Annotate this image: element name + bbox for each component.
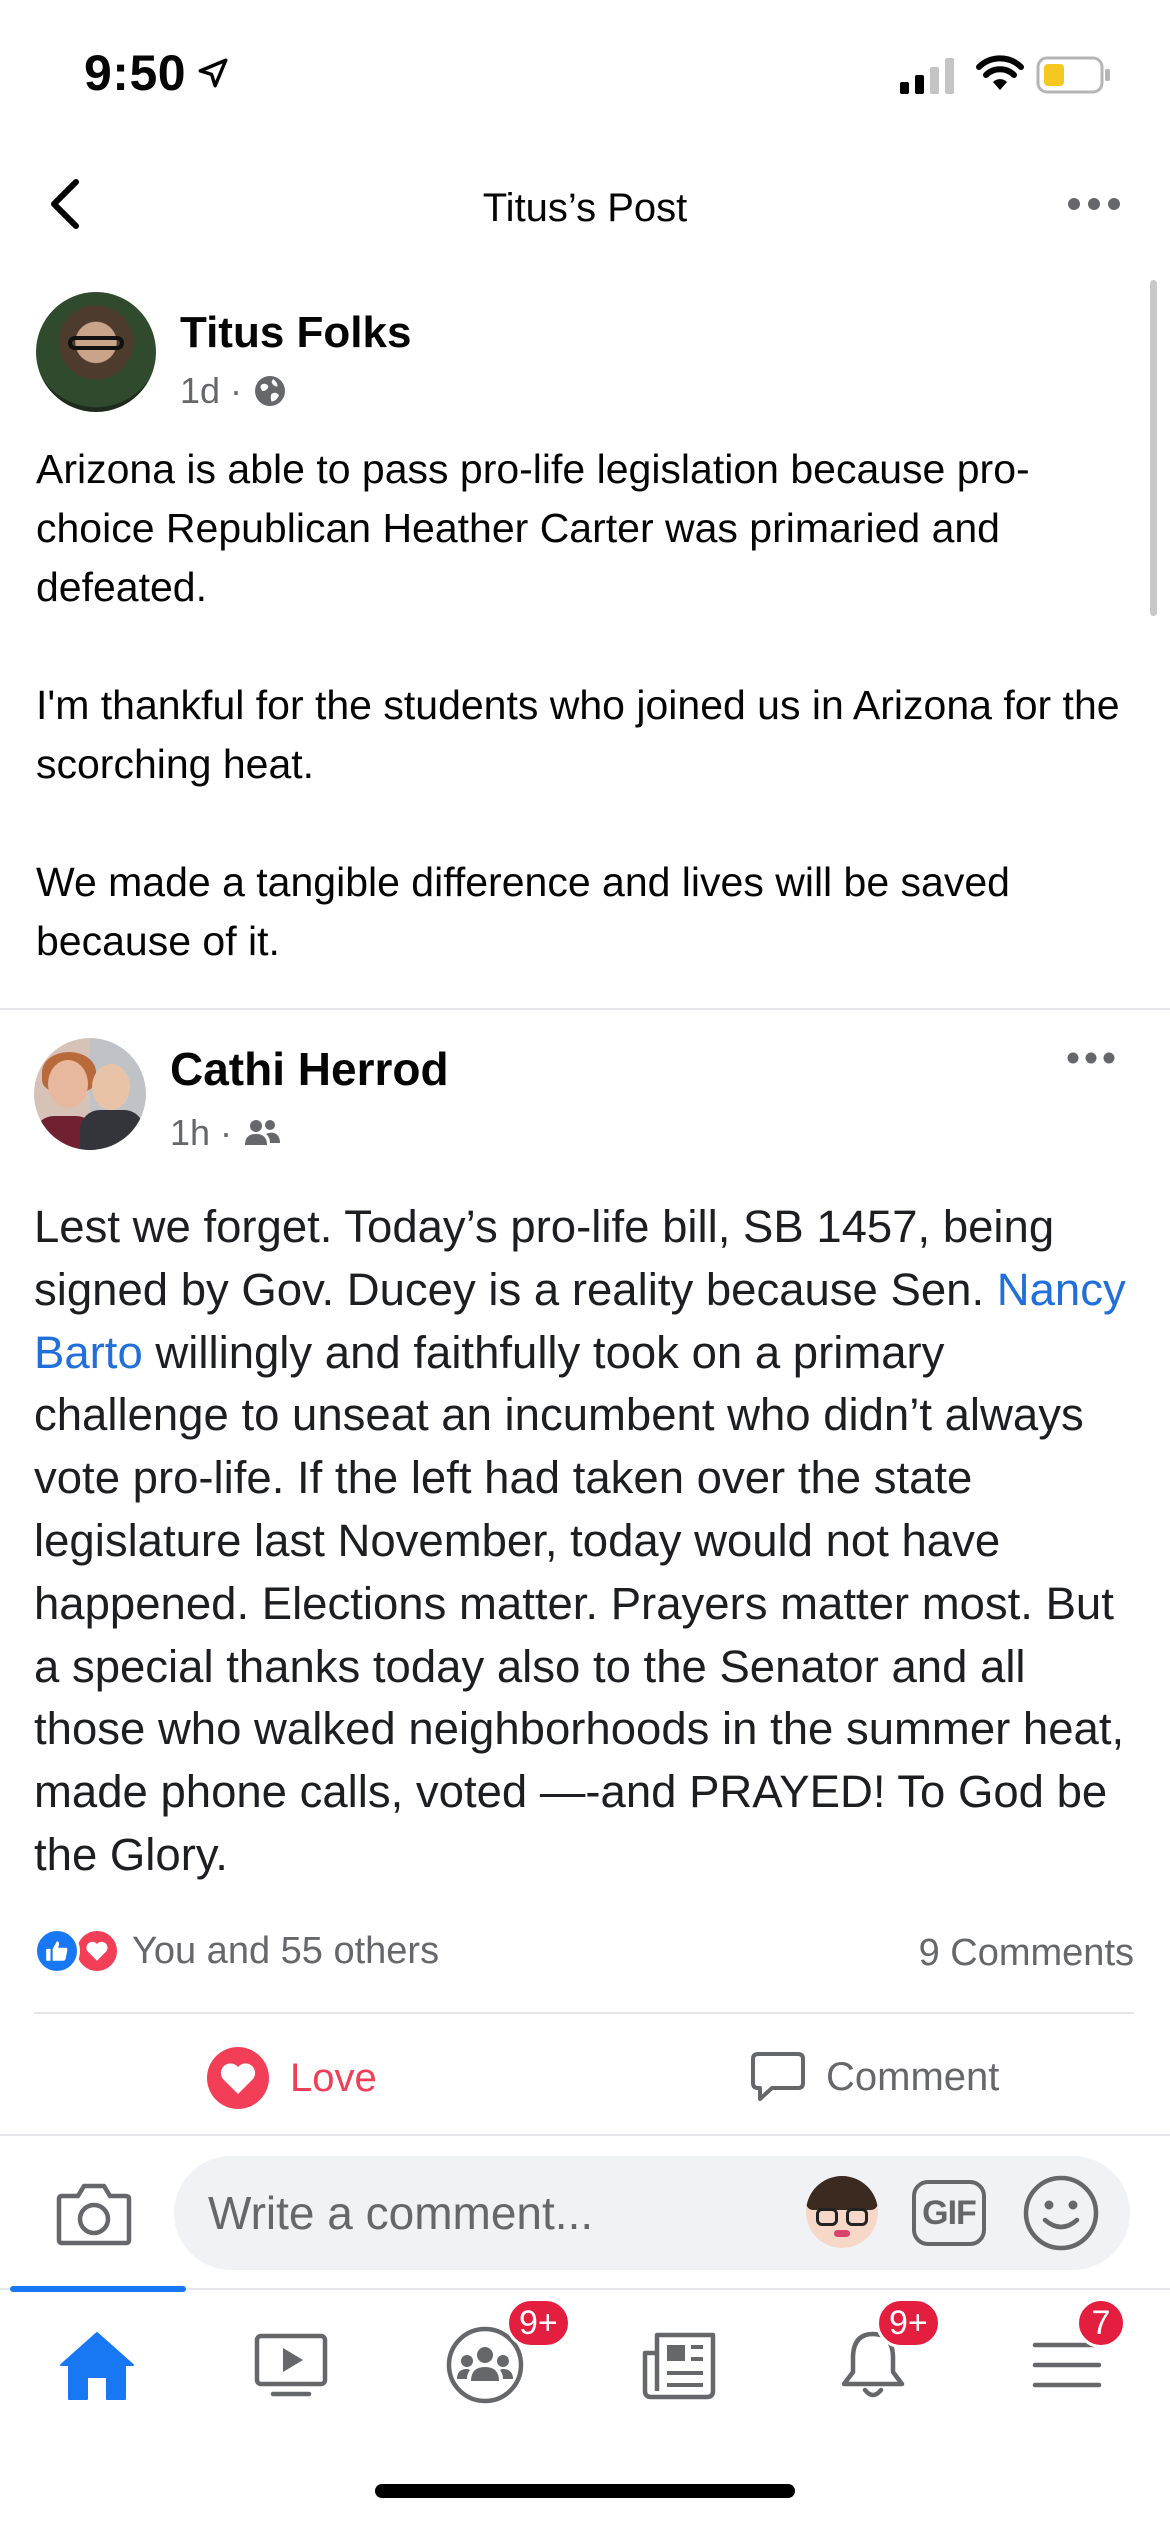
- comment-input[interactable]: [174, 2156, 1130, 2270]
- page-title: Titus’s Post: [482, 186, 688, 230]
- post-paragraph: Arizona is able to pass pro-life legislation because pro-choice Republican Heather Carter was primaried and defeated.: [36, 446, 1030, 610]
- wifi-icon: [976, 54, 1024, 92]
- tab-menu[interactable]: [1012, 2303, 1122, 2420]
- avatar-sticker-icon[interactable]: [806, 2176, 878, 2248]
- avatar-figure: [48, 1060, 88, 1108]
- video-play-icon: [253, 2330, 329, 2400]
- shared-author-avatar[interactable]: [34, 1038, 146, 1150]
- tab-home[interactable]: [42, 2310, 152, 2420]
- post-body: [36, 440, 1136, 971]
- sticker-lips: [834, 2230, 850, 2237]
- divider: [34, 2012, 1134, 2014]
- camera-icon[interactable]: [56, 2180, 132, 2246]
- home-indicator[interactable]: [375, 2484, 795, 2498]
- tab-watch[interactable]: [236, 2310, 346, 2420]
- shared-post-meta: [170, 1112, 282, 1154]
- divider: [0, 1008, 1170, 1010]
- shared-text-part: Lest we forget. Today’s pro-life bill, SB 1457, being signed by Gov. Ducey is a reality because Sen.: [34, 1201, 1055, 1315]
- tab-notifications[interactable]: [818, 2303, 928, 2420]
- scrollbar[interactable]: [1150, 280, 1157, 616]
- shared-author-name[interactable]: Cathi Herrod: [170, 1043, 449, 1095]
- love-button[interactable]: [206, 2046, 377, 2110]
- sticker-glasses: [816, 2208, 838, 2226]
- love-heart-icon: [206, 2046, 270, 2110]
- notifications-badge: 9+: [876, 2298, 941, 2348]
- post-author-name[interactable]: Titus Folks: [180, 308, 412, 357]
- reactions-count-text[interactable]: You and 55 others: [132, 1929, 440, 1972]
- menu-badge: 7: [1076, 2298, 1126, 2348]
- battery-low-icon: [1036, 56, 1112, 94]
- tagged-person-link[interactable]: Nancy Barto: [34, 1263, 1126, 1378]
- shared-post-time[interactable]: 1h: [170, 1112, 211, 1153]
- location-arrow-icon: [196, 56, 230, 90]
- post-paragraph: I'm thankful for the students who joined us in Arizona for the scorching heat.: [36, 682, 1120, 787]
- avatar-figure: [92, 1064, 130, 1110]
- post-time[interactable]: 1d: [180, 370, 221, 411]
- more-options-icon[interactable]: [1066, 196, 1122, 212]
- shared-post-more-icon[interactable]: [1066, 1050, 1116, 1066]
- globe-icon: [252, 373, 288, 409]
- author-avatar[interactable]: [36, 292, 156, 412]
- avatar-figure: [80, 1110, 144, 1150]
- shared-text-part: willingly and faithfully took on a primary challenge to unseat an incumbent who didn’t always vote pro-life. If the left had taken over the state legislature last November, today would not have happened. Elections matter. Prayers matter most. But a special thanks today also to the Senator and all those who walked neighborhoods in the summer heat, made phone calls, voted —-and PRAYED! To God be the Glory.: [34, 1326, 1125, 1880]
- tab-news[interactable]: [624, 2310, 734, 2420]
- cellular-signal-icon: [900, 58, 956, 94]
- sticker-hair: [806, 2176, 878, 2210]
- news-feed-icon: [641, 2329, 717, 2401]
- meta-dot: ·: [230, 370, 243, 411]
- love-reaction-icon: [74, 1928, 120, 1974]
- shared-post-body: [34, 1196, 1144, 1887]
- avatar-glasses: [68, 336, 124, 350]
- comments-count[interactable]: 9 Comments: [918, 1932, 1134, 1974]
- friends-icon: [242, 1117, 282, 1149]
- tab-groups[interactable]: [430, 2303, 558, 2420]
- comment-bubble-icon: [750, 2050, 806, 2104]
- divider: [0, 2134, 1170, 2136]
- love-button-label: Love: [290, 2055, 377, 2100]
- status-time: 9:50: [84, 45, 187, 101]
- reactions-summary[interactable]: [34, 1928, 439, 1974]
- groups-badge: 9+: [506, 2298, 571, 2348]
- gif-button[interactable]: GIF: [912, 2180, 986, 2246]
- comment-button-label: Comment: [826, 2054, 1000, 2099]
- post-paragraph: We made a tangible difference and lives will be saved because of it.: [36, 859, 1010, 964]
- comment-button[interactable]: [750, 2050, 999, 2104]
- sticker-glasses: [846, 2208, 868, 2226]
- meta-dot: ·: [220, 1112, 233, 1153]
- home-icon: [57, 2329, 137, 2401]
- post-meta: [180, 370, 288, 412]
- active-tab-indicator: [10, 2286, 186, 2292]
- like-reaction-icon: [34, 1928, 80, 1974]
- emoji-icon[interactable]: [1022, 2174, 1100, 2252]
